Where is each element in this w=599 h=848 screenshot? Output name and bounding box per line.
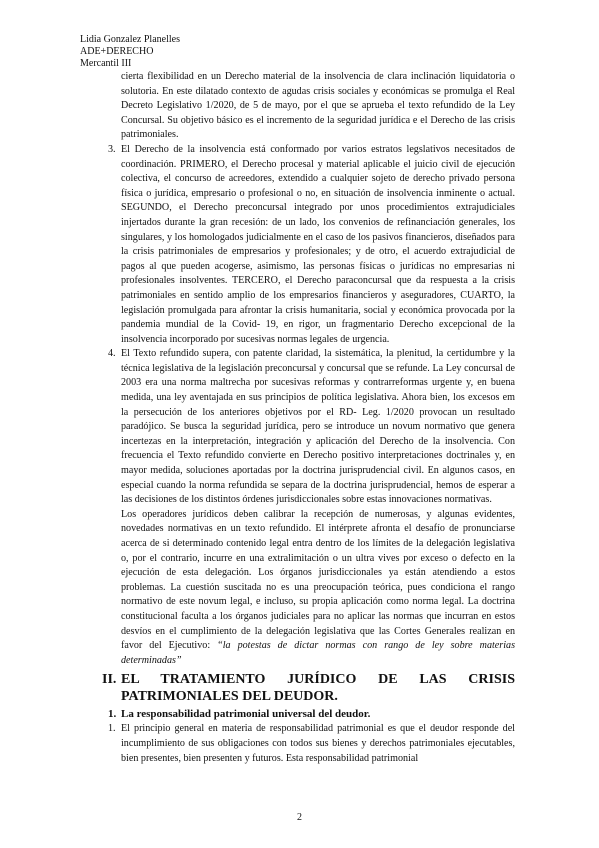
list-item-number: 3. — [108, 143, 116, 155]
list-item-text: El Derecho de la insolvencia está conformado por varios estratos legslativos necesitados de coordinación. PRIMERO, el Derecho procesal y material aplicable el juicio civil de ejecución colectiva, el concurso de acreedores, extendido a cualquier sojeto de derecho privado persona física o jurídica, empresario o profesional o no, en situación de insolvencia inminente o actual. SEGUNDO, el Derecho preconcursal integrado por unos procedimientos extrajudiciales injertados durante la gran recesión: de un lado, los convenios de refinanciación generales, los singulares, y los homologados judicialmente en el caso de los pasivos financieros, diseñados para la crisis patrimoniales de empresarios y profesionales; y de otro, el acuerdo extrajudicial de pagos al que pueden acogerse, asimismo, las personas físicas o jurídicas no empresarias ni profesionales insolventes. TERCERO, el Derecho paraconcursal que da respuesta a la crisis patrimoniales en sentido amplio de los empresarios financieros y aseguradores, CUARTO, la legislación promulgada para afrontar la crisis humanitaria, social y económica provocada por la pandemia mundial de la Covid- 19, en rigor, un fragmentario Derecho excepcional de la insolvencia incorporado por sucesivas normas legales de urgencia. — [121, 143, 515, 345]
list-item-text: El Texto refundido supera, con patente claridad, la sistemática, la plenitud, la certidumbre y la técnica legislativa de la legislación preconcursal y concursal que se refunde. La Ley concursal de 2003 era una norma maltrecha por sucesivas reformas y contrarreformas urgente y, en buena medida, una ley aventajada en sus principios de política legislativa. Ahora bien, los excesos em la persecución de los anteriores objetivos por el RD- Leg. 1/2020 provocan un resultado paradójico. Se busca la seguridad jurídica, pero se introduce un novum normativo que genera incertezas en la interpretación, integración y aplicación del Derecho de la insolvencia. Con frecuencia el Texto refundido convierte en Derecho positivo interpretaciones doctrinales y, en mayor medida, soluciones aportadas por la doctrina jurisprudencial civil. En algunos casos, en especial cuando la norma refundida se separa de la doctrina jurisprudencial, hemos de esperar a las decisiones de los distintos órdenes jurisdiccionales sobre estas innovaciones normativas. — [121, 348, 515, 506]
list-item — [80, 722, 515, 766]
list-item-number: 4. — [108, 348, 116, 360]
continuation-paragraph: cierta flexibilidad en un Derecho material de la insolvencia de clara inclinación liquidatoria o solutoria. En este dilatado contexto de agudas crisis sociales y económicas se promulga el Real Decreto Legislativo 1/2020, de 5 de mayo, por el que se aprueba el texto refundido de la Ley Concursal. Su objetivo básico es el incremento de la seguridad jurídica e el Derecho de las crisis patrimoniales. — [121, 71, 515, 141]
page-header — [80, 34, 180, 70]
page-content — [80, 70, 515, 766]
list-item — [80, 347, 515, 508]
section-title: EL TRATAMIENTO JURÍDICO DE LAS CRISIS PATRIMONIALES DEL DEUDOR. — [121, 672, 515, 705]
section-heading — [80, 671, 515, 705]
header-degree: ADE+DERECHO — [80, 46, 154, 57]
list-item — [80, 143, 515, 347]
paragraph-quote: “la potestas de dictar normas con rango de ley sobre materias determinadas” — [121, 640, 515, 666]
section-number: II. — [102, 672, 117, 688]
subsection-number: 1. — [108, 708, 117, 721]
header-author: Lidia Gonzalez Planelles — [80, 34, 180, 45]
list-item-text: El principio general en materia de responsabilidad patrimonial es que el deudor responde del incumplimiento de sus obligaciones con todos sus bienes y derechos patrimoniales ejecutables, bien presentes, bien presenten y futuros. Esta responsabilidad patrimonial — [121, 723, 515, 764]
header-subject: Mercantil III — [80, 58, 132, 69]
paragraph-text: Los operadores jurídicos deben calibrar la recepción de numerosas, y algunas evidentes, novedades normativas en un texto refundido. El intérprete afronta el desafío de pronunciarse acerca de si determinado contenido legal entra dentro de los límites de la delegación legislativa o, por el contrario, incurre en una extralimitación o un ultra vives por exceso o defecto en la ejecución de esta delegación. Los órganos jurisdiccionales ya están atendiendo a estos problemas. La cuestión suscitada no es una preocupación teórica, pues condiciona el rango normativo de este novum legal, e incluso, su propia aplicación como norma legal. La doctrina constitucional faculta a los órganos judiciales para no aplicar las normas que incurran en estos desvíos en el cumplimiento de la delegación legislativa que las Cortes Generales realizan en favor del Ejecutivo: — [121, 508, 515, 652]
subsection-heading — [80, 707, 515, 722]
list-item-number: 1. — [108, 723, 116, 735]
body-paragraph — [121, 508, 515, 669]
subsection-title: La responsabilidad patrimonial universal del deudor. — [121, 708, 371, 721]
page-number: 2 — [297, 812, 302, 823]
